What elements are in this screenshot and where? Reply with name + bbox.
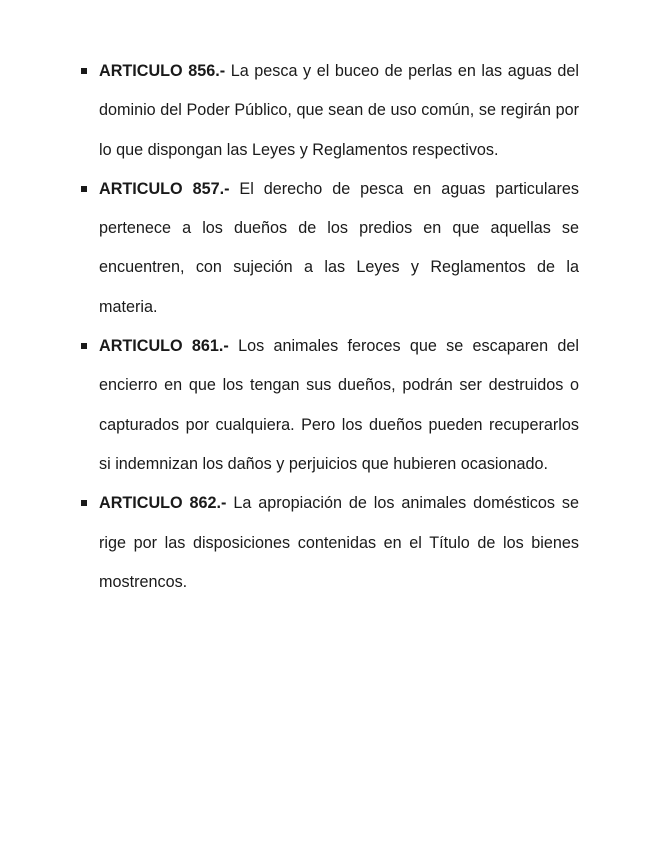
square-bullet-icon (81, 186, 87, 192)
article-861 (99, 327, 579, 484)
article-856 (99, 52, 579, 170)
article-title: ARTICULO 856.- (99, 62, 231, 80)
article-title: ARTICULO 862.- (99, 494, 234, 513)
article-862 (99, 484, 579, 602)
article-text: El derecho de pesca en aguas particulares pertenece a los dueños de los predios en que aquellas se encuentren, con sujeción a las Leyes y Reglamentos de la materia. (99, 179, 579, 316)
article-list (99, 52, 579, 602)
article-title: ARTICULO 861.- (99, 337, 239, 356)
article-text: La pesca y el buceo de perlas en las aguas del dominio del Poder Público, que sean de uso común, se regirán por lo que dispongan las Leyes y Reglamentos respectivos. (99, 62, 579, 159)
article-title: ARTICULO 857.- (99, 179, 240, 198)
square-bullet-icon (81, 343, 87, 349)
square-bullet-icon (81, 68, 87, 74)
article-text: La apropiación de los animales domésticos se rige por las disposiciones contenidas en el Título de los bienes mostrencos. (99, 494, 579, 591)
article-text: Los animales feroces que se escaparen del encierro en que los tengan sus dueños, podrán ser destruidos o capturados por cualquiera. Pero los dueños pueden recuperarlos si indemnizan los daños y perjuicios que hubieren ocasionado. (99, 337, 579, 473)
square-bullet-icon (81, 500, 87, 506)
article-857 (99, 170, 579, 327)
